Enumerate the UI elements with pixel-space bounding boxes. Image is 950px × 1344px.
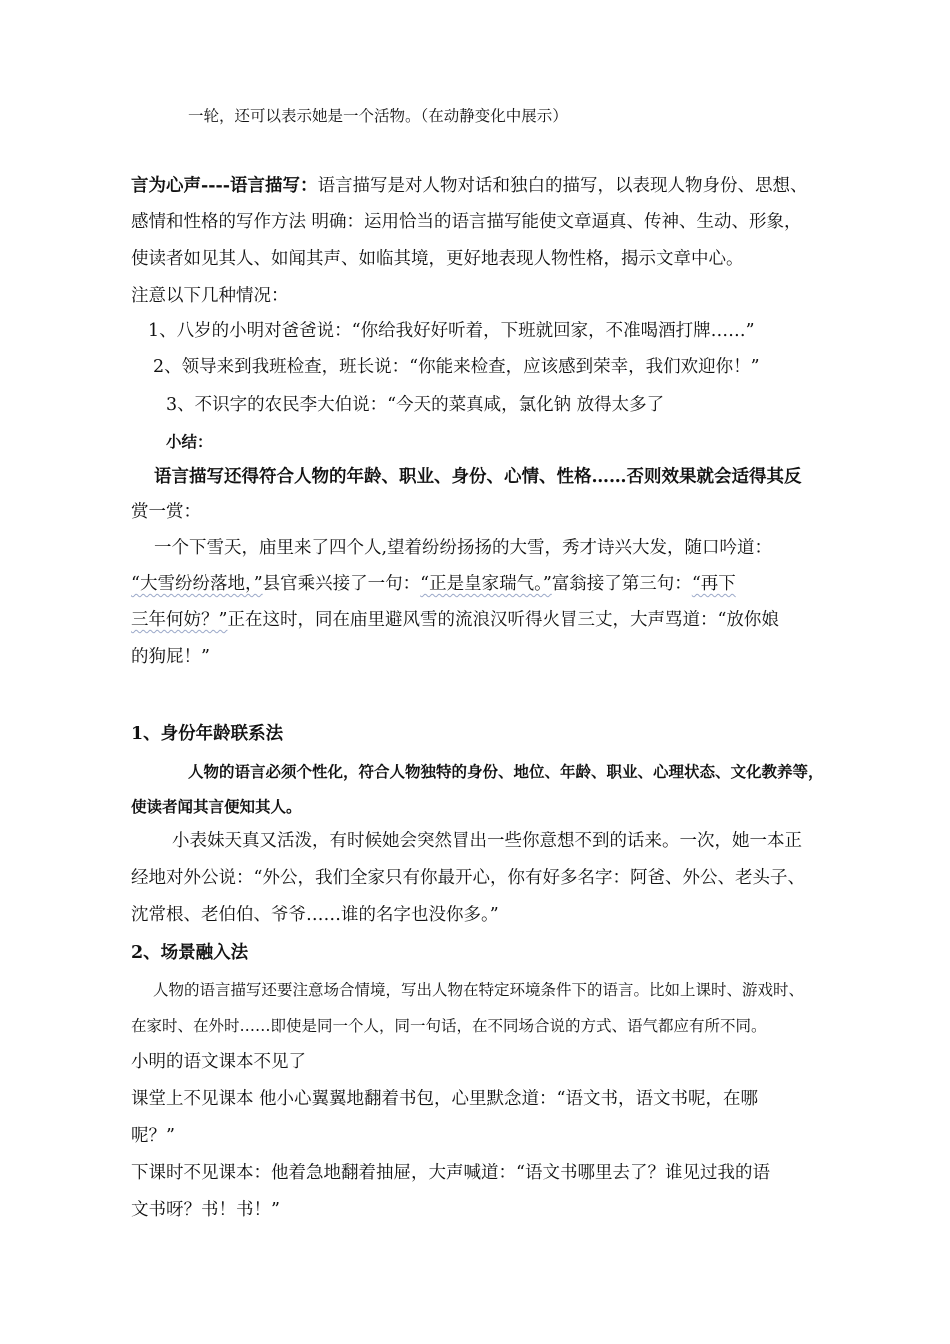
text-line: 感情和性格的写作方法 明确：运用恰当的语言描写能使文章逼真、传神、生动、形象， (131, 212, 802, 232)
section-heading: 言为心声----语言描写： (131, 176, 318, 196)
text-line: 下课时不见课本：他着急地翻着抽屉，大声喊道：“语文书哪里去了？谁见过我的语 (131, 1163, 770, 1183)
paragraph-line (131, 608, 779, 632)
text-line: 赏一赏： (131, 502, 201, 522)
text-line: 小明的语文课本不见了 (131, 1052, 306, 1072)
paragraph-line (131, 174, 808, 198)
list-item: 3、不识字的农民李大伯说：“今天的菜真咸，氯化钠 放得太多了 (166, 395, 665, 415)
summary-label: 小结： (166, 432, 213, 451)
text-line: 课堂上不见课本 他小心翼翼地翻着书包，心里默念道：“语文书，语文书呢，在哪 (131, 1089, 759, 1109)
quote-text: “大雪纷纷落地，” (131, 574, 263, 594)
inline-text: 正在这时，同在庙里避风雪的流浪汉听得火冒三丈，大声骂道：“放你娘 (227, 610, 779, 630)
text-line: 文书呀？书！书！” (131, 1200, 280, 1220)
text-line: 的狗屁！” (131, 647, 210, 667)
inline-text: 县官乘兴接了一句： (262, 574, 421, 594)
inline-text: 语言描写是对人物对话和独白的描写，以表现人物身份、思想、 (317, 176, 808, 196)
text-line: 经地对外公说：“外公，我们全家只有你最开心，你有好多名字：阿爸、外公、老头子、 (131, 868, 805, 888)
paragraph-line (131, 572, 736, 596)
quote-text: 三年何妨？” (131, 610, 228, 630)
text-line: 注意以下几种情况： (131, 286, 289, 306)
list-item: 2、领导来到我班检查，班长说：“你能来检查，应该感到荣幸，我们欢迎你！” (153, 357, 760, 377)
quote-text: “再下 (691, 574, 736, 594)
text-line: 沈常根、老伯伯、爷爷……谁的名字也没你多。” (131, 905, 499, 925)
text-line: 小表妹天真又活泼，有时候她会突然冒出一些你意想不到的话来。一次，她一本正 (172, 831, 802, 851)
method-heading: 1、身份年龄联系法 (131, 724, 284, 744)
text-line: 使读者如见其人、如闻其声、如临其境，更好地表现人物性格，揭示文章中心。 (131, 249, 744, 269)
quote-text: “正是皇家瑞气。” (420, 574, 552, 594)
text-line: 人物的语言描写还要注意场合情境，写出人物在特定环境条件下的语言。比如上课时、游戏时、 (153, 981, 805, 999)
summary-text: 语言描写还得符合人物的年龄、职业、身份、心情、性格……否则效果就会适得其反 (154, 467, 802, 487)
text-line: 一轮，还可以表示她是一个活物。（在动静变化中展示） (188, 107, 568, 125)
bold-text: 使读者闻其言便知其人。 (131, 797, 302, 816)
text-line: 呢？” (131, 1126, 175, 1146)
text-line: 一个下雪天，庙里来了四个人,望着纷纷扬扬的大雪，秀才诗兴大发，随口吟道： (154, 538, 773, 558)
method-heading: 2、场景融入法 (131, 943, 249, 963)
list-item: 1、八岁的小明对爸爸说：“你给我好好听着，下班就回家，不准喝酒打牌……” (148, 321, 755, 341)
bold-text: 人物的语言必须个性化，符合人物独特的身份、地位、年龄、职业、心理状态、文化教养等， (188, 762, 824, 781)
text-line: 在家时、在外时……即使是同一个人，同一句话，在不同场合说的方式、语气都应有所不同。 (131, 1017, 767, 1035)
inline-text: 富翁接了第三句： (551, 574, 692, 594)
